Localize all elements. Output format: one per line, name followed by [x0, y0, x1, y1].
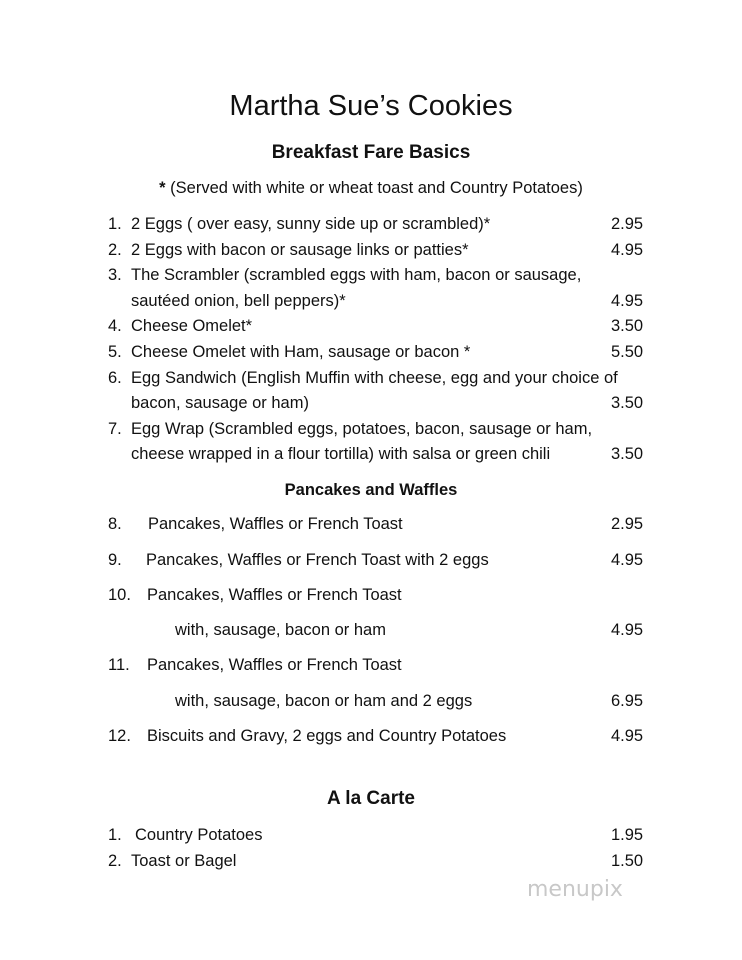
- item-description: Biscuits and Gravy, 2 eggs and Country Potatoes: [147, 727, 507, 745]
- item-number: 4.: [108, 317, 122, 335]
- list-item: [0, 213, 742, 235]
- item-price: 4.95: [611, 621, 644, 639]
- item-price: 2.95: [611, 215, 644, 233]
- item-price: 3.50: [611, 317, 644, 335]
- item-description: Pancakes, Waffles or French Toast: [148, 515, 403, 533]
- item-price: 1.95: [611, 826, 644, 844]
- list-item-continuation: [0, 443, 742, 465]
- item-number: 9.: [108, 551, 122, 569]
- list-item-continuation: [0, 619, 742, 641]
- item-price: 3.50: [611, 394, 644, 412]
- item-description: Country Potatoes: [135, 826, 263, 844]
- item-price: 5.50: [611, 343, 644, 361]
- list-item: [0, 264, 742, 286]
- item-number: 2.: [108, 852, 122, 870]
- item-description: The Scrambler (scrambled eggs with ham, bacon or sausage,: [131, 266, 582, 284]
- item-price: 1.50: [611, 852, 644, 870]
- list-item: [0, 418, 742, 440]
- item-description-line2: bacon, sausage or ham): [131, 394, 309, 412]
- item-description: Cheese Omelet with Ham, sausage or bacon *: [131, 343, 471, 361]
- list-item: [0, 584, 742, 606]
- item-description: Egg Sandwich (English Muffin with cheese, egg and your choice of: [131, 369, 618, 387]
- list-item: [0, 239, 742, 261]
- note-text: (Served with white or wheat toast and Country Potatoes): [165, 179, 583, 197]
- list-item: [0, 315, 742, 337]
- item-description-line2: sautéed onion, bell peppers)*: [131, 292, 346, 310]
- list-item-continuation: [0, 690, 742, 712]
- item-description-line2: cheese wrapped in a flour tortilla) with salsa or green chili: [131, 445, 551, 463]
- item-description: Egg Wrap (Scrambled eggs, potatoes, bacon, sausage or ham,: [131, 420, 593, 438]
- list-item: [0, 824, 742, 846]
- item-number: 7.: [108, 420, 122, 438]
- item-number: 5.: [108, 343, 122, 361]
- item-number: 1.: [108, 215, 122, 233]
- item-number: 2.: [108, 241, 122, 259]
- list-item: [0, 850, 742, 872]
- list-item: [0, 513, 742, 535]
- item-price: 2.95: [611, 515, 644, 533]
- menupix-watermark: menupix: [527, 877, 623, 902]
- item-number: 10.: [108, 586, 131, 604]
- item-description: Cheese Omelet*: [131, 317, 253, 335]
- item-description-line2: with, sausage, bacon or ham: [175, 621, 386, 639]
- item-price: 3.50: [611, 445, 644, 463]
- item-description: Pancakes, Waffles or French Toast: [147, 656, 402, 674]
- item-number: 12.: [108, 727, 131, 745]
- list-item-continuation: [0, 290, 742, 312]
- page-title: Martha Sue’s Cookies: [229, 90, 513, 122]
- item-price: 4.95: [611, 727, 644, 745]
- list-item-continuation: [0, 392, 742, 414]
- item-price: 4.95: [611, 241, 644, 259]
- item-description: Toast or Bagel: [131, 852, 237, 870]
- breakfast-note: [0, 177, 742, 199]
- item-number: 1.: [108, 826, 122, 844]
- list-item: [0, 367, 742, 389]
- item-price: 4.95: [611, 551, 644, 569]
- item-description-line2: with, sausage, bacon or ham and 2 eggs: [175, 692, 473, 710]
- item-description: Pancakes, Waffles or French Toast with 2 eggs: [146, 551, 489, 569]
- item-description: 2 Eggs with bacon or sausage links or patties*: [131, 241, 469, 259]
- item-price: 6.95: [611, 692, 644, 710]
- item-price: 4.95: [611, 292, 644, 310]
- item-number: 11.: [108, 656, 130, 674]
- section-heading-pancakes: Pancakes and Waffles: [284, 481, 458, 499]
- item-description: Pancakes, Waffles or French Toast: [147, 586, 402, 604]
- note-star: *: [159, 179, 166, 197]
- list-item: [0, 725, 742, 747]
- item-description: 2 Eggs ( over easy, sunny side up or scrambled)*: [131, 215, 491, 233]
- list-item: [0, 654, 742, 676]
- item-number: 6.: [108, 369, 122, 387]
- section-heading-alacarte: A la Carte: [327, 788, 415, 809]
- item-number: 3.: [108, 266, 122, 284]
- list-item: [0, 341, 742, 363]
- item-number: 8.: [108, 515, 122, 533]
- list-item: [0, 549, 742, 571]
- section-heading-breakfast: Breakfast Fare Basics: [271, 142, 471, 163]
